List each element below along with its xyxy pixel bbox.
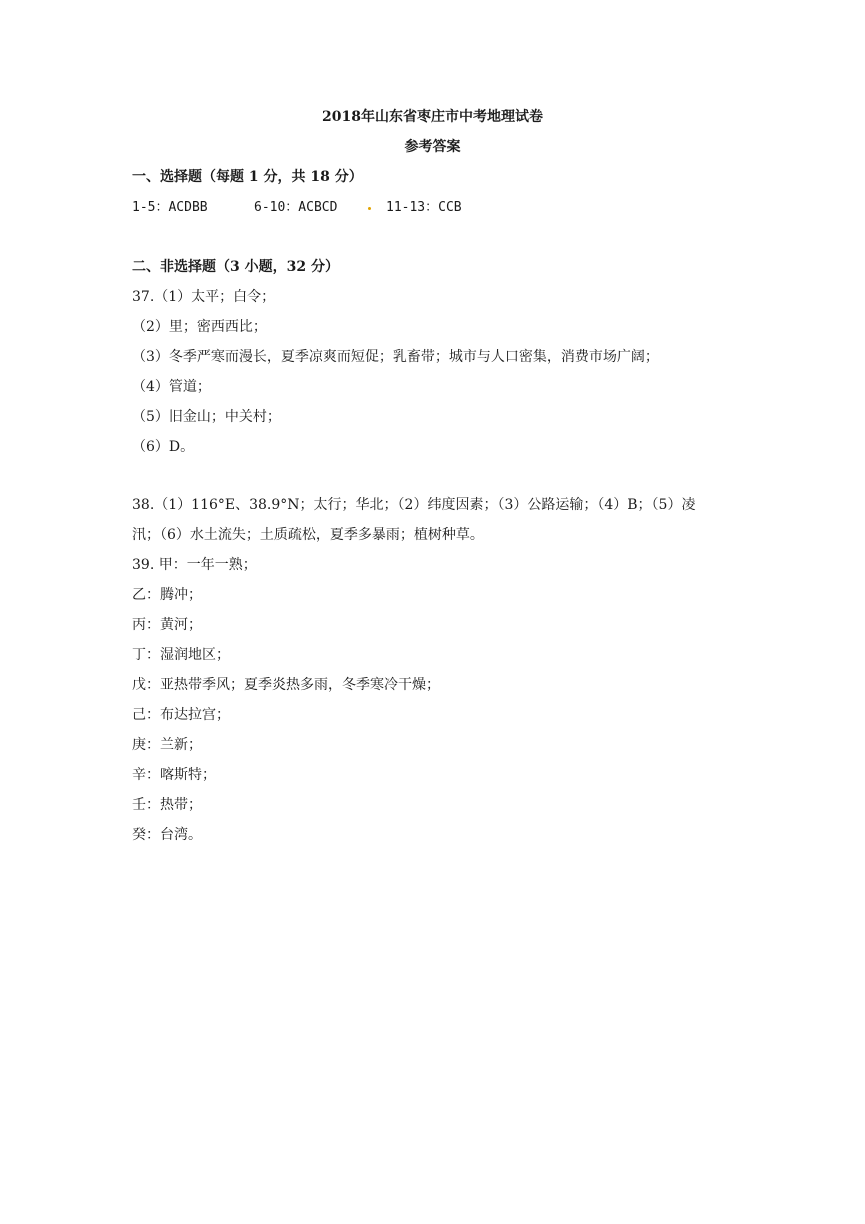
q37-line-2: （2）里；密西西比； <box>132 319 267 335</box>
answer-group-6-10: 6-10：ACBCD <box>254 200 338 215</box>
q39-line-3: 丙：黄河； <box>132 617 202 633</box>
document-title: 2018年山东省枣庄市中考地理试卷 <box>322 109 543 125</box>
q37-line-6: （6）D。 <box>132 439 195 455</box>
q37-line-1: 37.（1）太平；白令； <box>132 289 276 305</box>
answer-group-11-13: 11-13：CCB <box>386 200 462 215</box>
q39-line-7: 庚：兰新； <box>132 737 202 753</box>
section-1-heading: 一、选择题（每题 1 分，共 18 分） <box>132 169 363 185</box>
q39-line-2: 乙：腾冲； <box>132 587 202 603</box>
answer-group-1-5: 1-5：ACDBB <box>132 200 208 215</box>
q37-line-5: （5）旧金山；中关村； <box>132 409 281 425</box>
q38-line-2: 汛；（6）水土流失；土质疏松，夏季多暴雨；植树种草。 <box>132 527 484 543</box>
q39-line-6: 己：布达拉宫； <box>132 707 230 723</box>
q39-line-10: 癸：台湾。 <box>132 827 202 843</box>
q39-line-4: 丁：湿润地区； <box>132 647 230 663</box>
section-2-heading: 二、非选择题（3 小题，32 分） <box>132 259 339 275</box>
document-subtitle: 参考答案 <box>404 139 461 155</box>
q38-line-1: 38.（1）116°E、38.9°N；太行；华北；（2）纬度因素；（3）公路运输；（4）B；（5）凌 <box>132 497 696 513</box>
stray-mark <box>368 207 371 210</box>
q37-line-3: （3）冬季严寒而漫长，夏季凉爽而短促；乳畜带；城市与人口密集，消费市场广阔； <box>132 349 659 365</box>
q39-line-1: 39. 甲：一年一熟； <box>132 557 257 573</box>
q39-line-5: 戊：亚热带季风；夏季炎热多雨，冬季寒冷干燥； <box>132 677 440 693</box>
q39-line-9: 壬：热带； <box>132 797 202 813</box>
q37-line-4: （4）管道； <box>132 379 211 395</box>
q39-line-8: 辛：喀斯特； <box>132 767 216 783</box>
